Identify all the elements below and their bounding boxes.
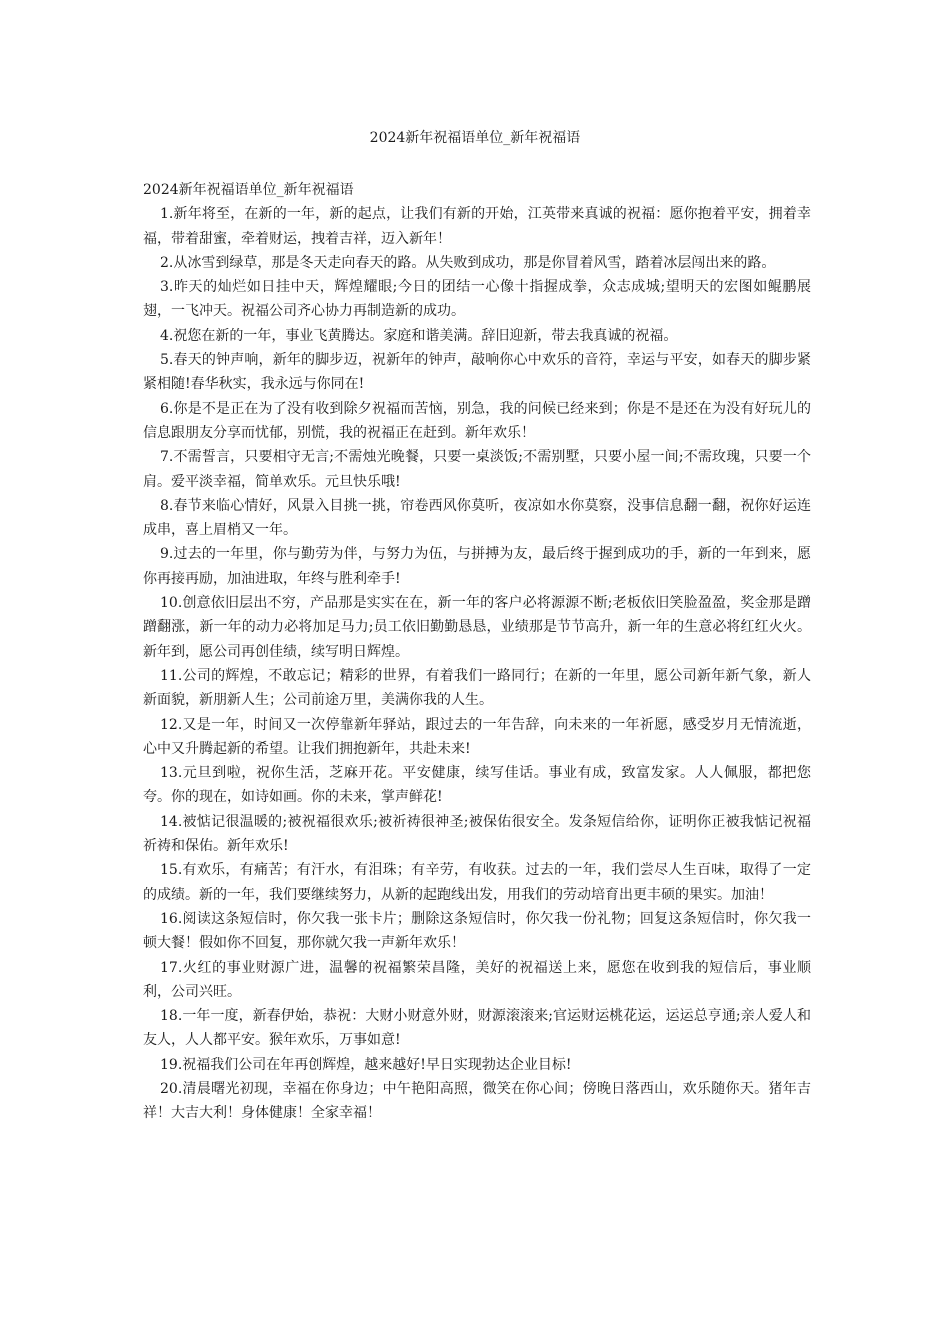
greeting-entry-10: 10.创意依旧层出不穷，产品那是实实在在，新一年的客户必将源源不断;老板依旧笑脸盈盈，奖金那是蹭蹭翻涨，新一年的动力必将加足马力;员工依旧勤勤恳恳，业绩那是节节高升，新一年的生意必将红红火火。新年到，愿公司再创佳绩，续写明日辉煌。 bbox=[143, 595, 811, 660]
greeting-entry-4: 4.祝您在新的一年，事业飞黄腾达。家庭和谐美满。辞旧迎新，带去我真诚的祝福。 bbox=[160, 327, 678, 344]
document-subtitle: 2024新年祝福语单位_新年祝福语 bbox=[143, 182, 354, 198]
greeting-entry-1: 1.新年将至，在新的一年，新的起点，让我们有新的开始，江英带来真诚的祝福：愿你抱着平安，拥着幸福，带着甜蜜，牵着财运，拽着吉祥，迈入新年！ bbox=[143, 206, 811, 247]
greeting-entry-12: 12.又是一年，时间又一次停靠新年驿站，跟过去的一年告辞，向未来的一年祈愿，感受岁月无情流逝，心中又升腾起新的希望。让我们拥抱新年，共赴未来! bbox=[143, 716, 811, 757]
greeting-entry-6: 6.你是不是正在为了没有收到除夕祝福而苦恼，别急，我的问候已经来到；你是不是还在为没有好玩儿的信息跟朋友分享而忧郁，别慌，我的祝福正在赶到。新年欢乐！ bbox=[143, 400, 811, 441]
greeting-entry-11: 11.公司的辉煌，不敢忘记；精彩的世界，有着我们一路同行；在新的一年里，愿公司新年新气象，新人新面貌，新朋新人生；公司前途万里，美满你我的人生。 bbox=[143, 667, 811, 709]
greeting-entry-20: 20.清晨曙光初现，幸福在你身边；中午艳阳高照，微笑在你心间；傍晚日落西山，欢乐随你天。猪年吉祥！大吉大利！身体健康！全家幸福！ bbox=[143, 1080, 811, 1122]
greeting-entry-16: 16.阅读这条短信时，你欠我一张卡片；删除这条短信时，你欠我一份礼物；回复这条短信时，你欠我一顿大餐！假如你不回复，那你就欠我一声新年欢乐！ bbox=[143, 910, 811, 952]
document-body bbox=[143, 178, 811, 1126]
greeting-entry-13: 13.元旦到啦，祝你生活，芝麻开花。平安健康，续写佳话。事业有成，致富发家。人人佩服，都把您夸。你的现在，如诗如画。你的未来，掌声鲜花! bbox=[143, 765, 811, 806]
document-title: 2024新年祝福语单位_新年祝福语 bbox=[369, 130, 581, 146]
greeting-entry-5: 5.春天的钟声响，新年的脚步迈，祝新年的钟声，敲响你心中欢乐的音符，幸运与平安，如春天的脚步紧紧相随!春华秋实，我永远与你同在! bbox=[143, 352, 811, 393]
greeting-entry-17: 17.火红的事业财源广进，温馨的祝福繁荣昌隆，美好的祝福送上来，愿您在收到我的短信后，事业顺利，公司兴旺。 bbox=[143, 959, 811, 1000]
greeting-entry-8: 8.春节来临心情好，风景入目挑一挑，帘卷西风你莫听，夜凉如水你莫察，没事信息翻一翻，祝你好运连成串，喜上眉梢又一年。 bbox=[143, 497, 811, 539]
greeting-entry-19: 19.祝福我们公司在年再创辉煌，越来越好!早日实现勃达企业目标! bbox=[160, 1056, 572, 1073]
greeting-entry-2: 2.从冰雪到绿草，那是冬天走向春天的路。从失败到成功，那是你冒着风雪，踏着冰层闯出来的路。 bbox=[160, 254, 776, 271]
greeting-entry-15: 15.有欢乐，有痛苦；有汗水，有泪珠；有辛劳，有收获。过去的一年，我们尝尽人生百味，取得了一定的成绩。新的一年，我们要继续努力，从新的起跑线出发，用我们的劳动培育出更丰硕的果实。加油！ bbox=[143, 862, 811, 903]
greeting-entry-18: 18.一年一度，新春伊始，恭祝：大财小财意外财，财源滚滚来;官运财运桃花运，运运总亨通;亲人爱人和友人，人人都平安。猴年欢乐，万事如意! bbox=[143, 1008, 811, 1049]
greeting-entry-3: 3.昨天的灿烂如日挂中天，辉煌耀眼;今日的团结一心像十指握成拳，众志成城;望明天的宏图如鲲鹏展翅，一飞冲天。祝福公司齐心协力再制造新的成功。 bbox=[143, 279, 811, 320]
greeting-entry-14: 14.被惦记很温暖的;被祝福很欢乐;被祈祷很神圣;被保佑很安全。发条短信给你，证明你正被我惦记祝福祈祷和保佑。新年欢乐! bbox=[143, 813, 811, 855]
greeting-entry-9: 9.过去的一年里，你与勤劳为伴，与努力为伍，与拼搏为友，最后终于握到成功的手，新的一年到来，愿你再接再励，加油进取，年终与胜利牵手! bbox=[143, 546, 811, 587]
greeting-entry-7: 7.不需誓言，只要相守无言;不需烛光晚餐，只要一桌淡饭;不需别墅，只要小屋一间;不需玫瑰，只要一个肩。爱平淡幸福，简单欢乐。元旦快乐哦! bbox=[143, 449, 811, 490]
